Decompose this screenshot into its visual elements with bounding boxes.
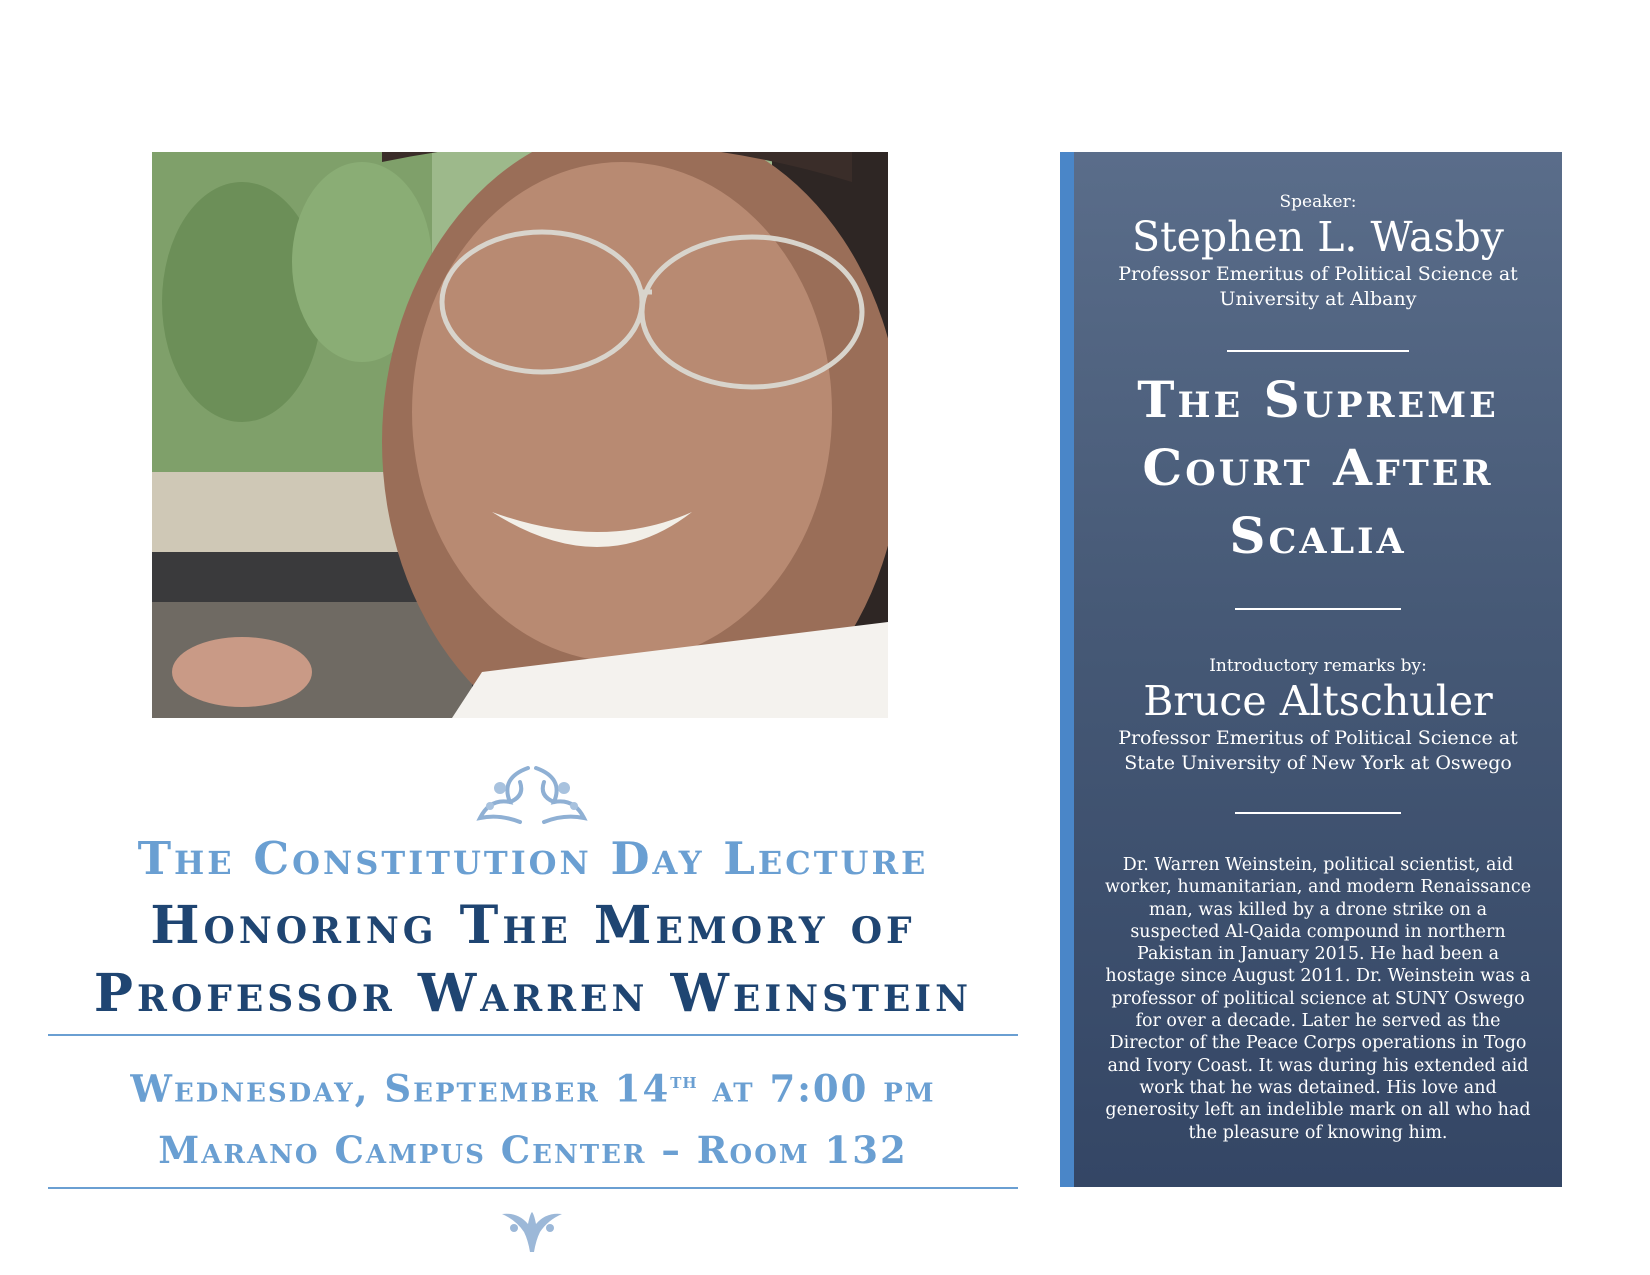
talk-title-line3: Scalia (1229, 506, 1407, 565)
flourish-ornament-icon (470, 758, 594, 826)
speaker-name: Stephen L. Wasby (1132, 213, 1504, 261)
intro-affiliation-2: State University of New York at Oswego (1124, 752, 1512, 774)
event-details (48, 1050, 1018, 1181)
honoree-name: Professor Warren Weinstein (93, 963, 973, 1024)
event-date-time (48, 1050, 1018, 1119)
intro-speaker-name: Bruce Altschuler (1143, 677, 1493, 725)
divider-rule-bottom (48, 1187, 1018, 1189)
portrait-photo (152, 152, 888, 718)
fleur-ornament-icon (500, 1210, 564, 1254)
intro-affiliation-1: Professor Emeritus of Political Science at (1118, 727, 1518, 749)
intro-label: Introductory remarks by: (1209, 656, 1427, 676)
panel-content (1074, 152, 1562, 1144)
speaker-affiliation-1: Professor Emeritus of Political Science at (1118, 263, 1518, 285)
panel-accent-stripe (1060, 152, 1074, 1187)
talk-title-line1: The Supreme (1137, 370, 1499, 429)
honoree-biography: Dr. Warren Weinstein, political scientist, aid worker, humanitarian, and modern Renaissance man, was killed by a drone strike on a suspected Al-Qaida compound in northern Pakistan in January 2015. He had been a hostage since August 2011. Dr. Weinstein was a professor of political science at SUNY Oswego for over a decade. Later he served as the Director of the Peace Corps operations in Togo and Ivory Coast. It was during his extended aid work that he was detained. His love and generosity left an indelible mark on all who had the pleasure of knowing him. (1104, 855, 1532, 1143)
divider-rule-top (48, 1034, 1018, 1036)
event-location: Marano Campus Center – Room 132 (158, 1128, 908, 1173)
lecture-title: The Constitution Day Lecture (137, 832, 929, 885)
memorial-line: Honoring The Memory of (150, 895, 916, 956)
event-date: Wednesday, September 14 (130, 1066, 671, 1111)
talk-title-line2: Court After (1142, 438, 1494, 497)
date-suffix: th (670, 1068, 698, 1094)
event-time: at 7:00 pm (712, 1066, 936, 1111)
lecture-title-block (48, 826, 1018, 1028)
speaker-affiliation-2: University at Albany (1219, 288, 1417, 310)
speaker-label: Speaker: (1279, 192, 1357, 212)
